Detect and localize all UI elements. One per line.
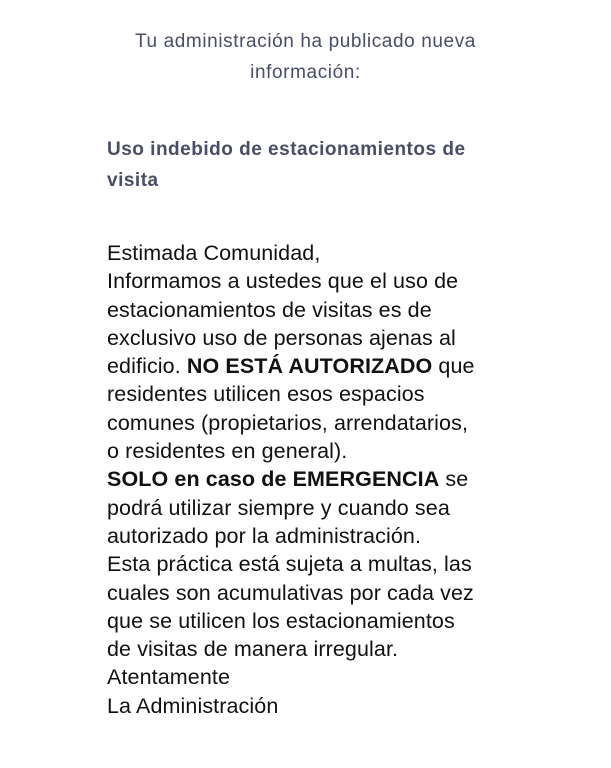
title-line: visita (107, 170, 159, 191)
notice-title (107, 134, 507, 196)
body-text: edificio. (107, 354, 187, 379)
body-line (107, 352, 587, 380)
body-line: que se utilicen los estacionamientos (107, 608, 455, 633)
notification-header (0, 26, 611, 88)
body-line: Esta práctica está sujeta a multas, las (107, 552, 472, 577)
body-line: Informamos a ustedes que el uso de (107, 269, 459, 294)
body-line: cuales son acumulativas por cada vez (107, 580, 474, 605)
closing: Atentamente (107, 665, 231, 690)
body-line: de visitas de manera irregular. (107, 637, 399, 662)
body-line: podrá utilizar siempre y cuando sea (107, 495, 450, 520)
body-line: residentes utilicen esos espacios (107, 382, 425, 407)
body-line: estacionamientos de visitas es de (107, 297, 432, 322)
signature: La Administración (107, 693, 279, 718)
body-line (107, 465, 587, 493)
title-line: Uso indebido de estacionamientos de (107, 139, 466, 160)
body-line: exclusivo uso de personas ajenas al (107, 325, 456, 350)
body-line: comunes (propietarios, arrendatarios, (107, 410, 469, 435)
greeting: Estimada Comunidad, (107, 241, 321, 265)
header-line: información: (250, 62, 361, 83)
body-text: que (432, 354, 475, 379)
emphasis-text: NO ESTÁ AUTORIZADO (186, 354, 433, 379)
notice-body (107, 239, 587, 720)
emphasis-text: SOLO en caso de EMERGENCIA (107, 467, 440, 492)
header-line: Tu administración ha publicado nueva (135, 31, 476, 52)
body-line: autorizado por la administración. (107, 523, 422, 548)
body-text: se (439, 467, 469, 492)
body-line: o residentes en general). (107, 439, 348, 464)
